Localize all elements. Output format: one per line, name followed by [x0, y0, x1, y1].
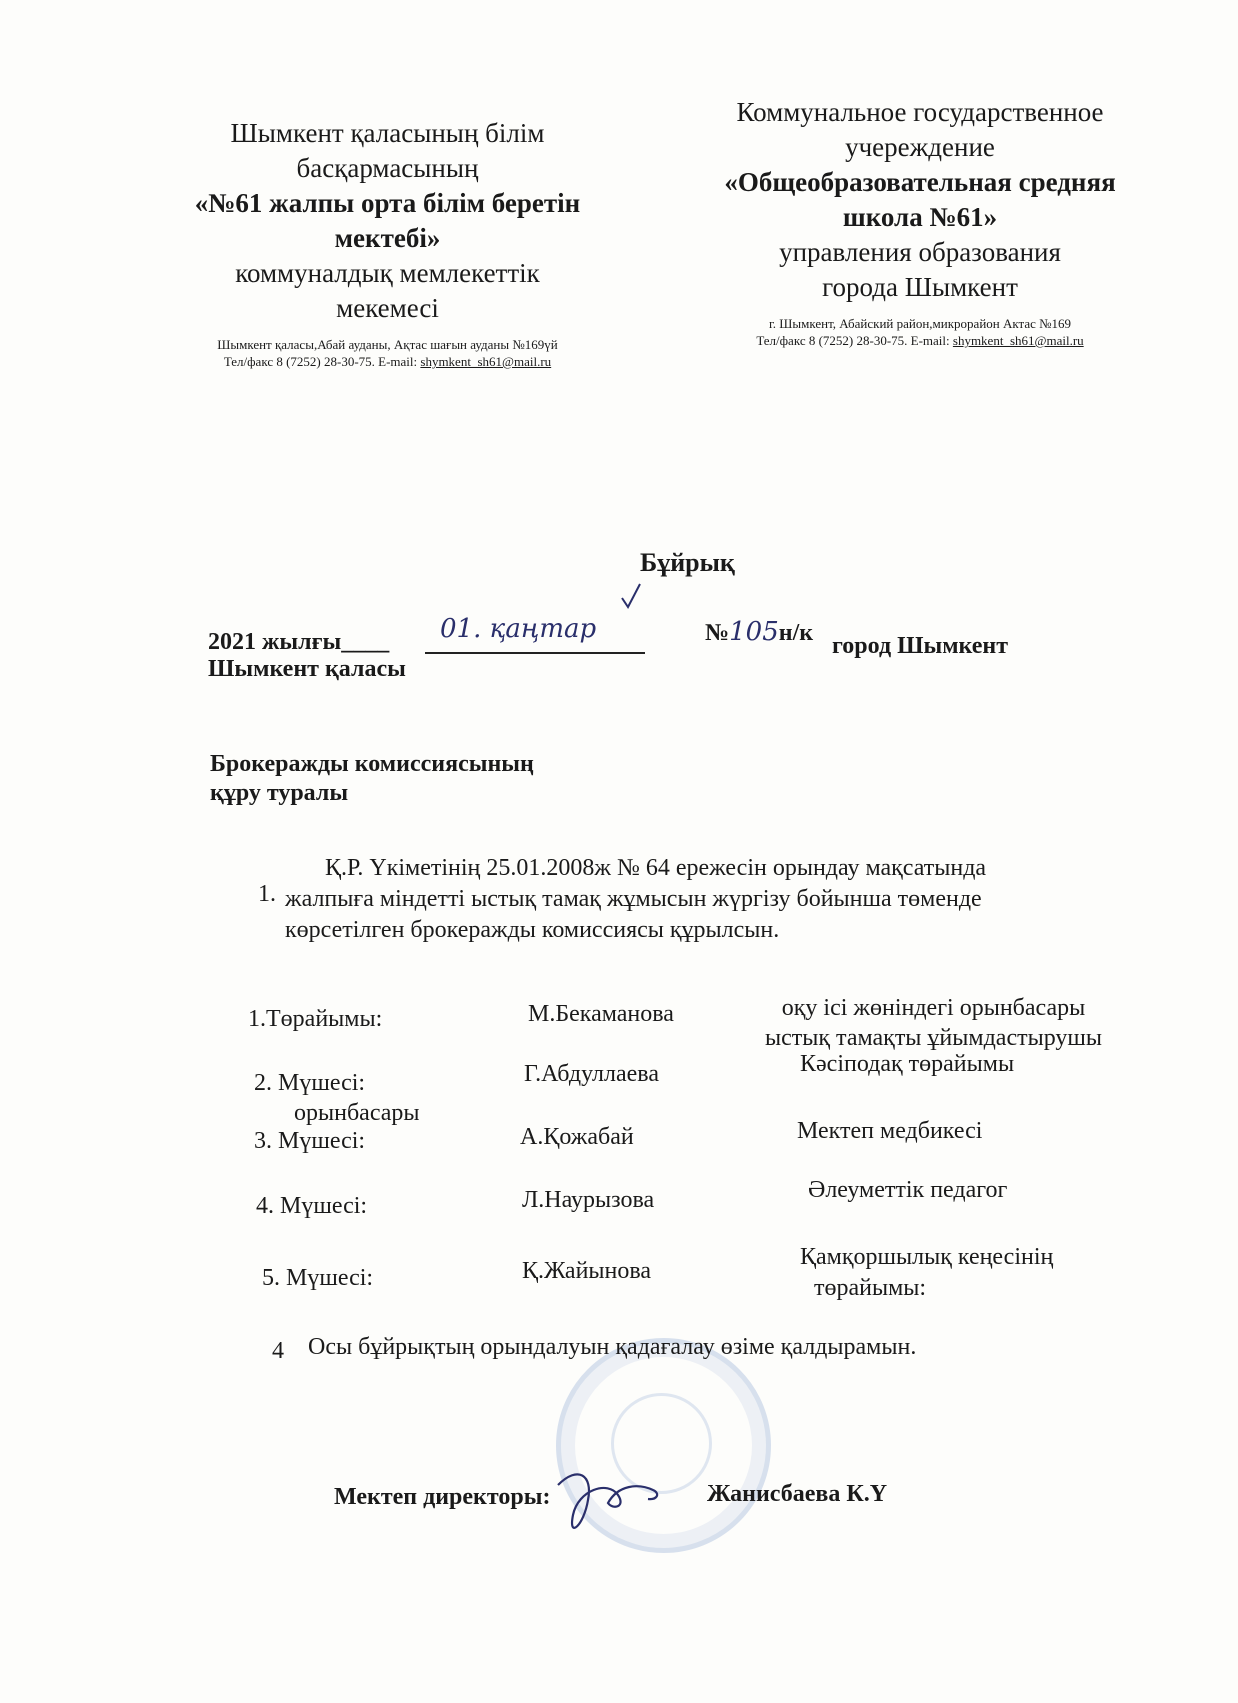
date-handwritten: 01. қаңтар — [440, 614, 597, 644]
member-2-role — [254, 1068, 420, 1128]
paragraph-1-number: 1. — [258, 881, 276, 907]
member-4-name: Л.Наурызова — [522, 1187, 655, 1213]
header-kz-phone: Тел/факс 8 (7252) 28-30-75. E-mail: — [223, 354, 421, 369]
header-kz-line2: басқармасының — [296, 153, 479, 183]
header-ru-line6: города Шымкент — [822, 272, 1018, 302]
member-2-role-line2: орынбасары — [294, 1100, 420, 1126]
header-ru — [700, 95, 1140, 349]
header-kz-line1: Шымкент қаласының білім — [230, 118, 545, 148]
header-kz-address-line: Шымкент қаласы,Абай ауданы, Ақтас шағын ауданы №169үй — [217, 337, 558, 352]
member-1-role: 1.Төрайымы: — [248, 1006, 383, 1032]
header-kz — [170, 116, 605, 370]
header-ru-school-name-1: «Общеобразовательная средняя — [724, 167, 1116, 197]
header-kz-address — [170, 336, 605, 370]
header-ru-phone: Тел/факс 8 (7252) 28-30-75. E-mail: — [756, 333, 953, 348]
header-kz-line5: коммуналдық мемлекеттік — [235, 258, 540, 288]
paragraph-1-line2: жалпыға міндетті ыстық тамақ жұмысын жүргізу бойынша төменде — [285, 886, 982, 912]
order-number-suffix: н/к — [778, 620, 814, 646]
header-kz-school-name-1: «№61 жалпы орта білім беретін — [194, 188, 581, 218]
doc-type-title: Бұйрық — [640, 548, 735, 577]
member-1-position-line1: оқу ісі жөніндегі орынбасары — [781, 995, 1086, 1021]
header-ru-email: shymkent_sh61@mail.ru — [952, 333, 1084, 348]
member-5-position-line2: төрайымы: — [814, 1275, 927, 1301]
signature-name: Жанисбаева К.Ү — [707, 1481, 888, 1507]
member-5-name: Қ.Жайынова — [522, 1258, 652, 1284]
member-3-role: 3. Мүшесі: — [254, 1128, 366, 1154]
header-kz-line6: мекемесі — [336, 293, 439, 323]
paragraph-1-line1: Қ.Р. Үкіметінің 25.01.2008ж № 64 ережесін орындау мақсатында — [325, 855, 987, 881]
header-ru-line5: управления образования — [779, 237, 1061, 267]
header-ru-contact — [700, 332, 1140, 349]
header-ru-address-line: г. Шымкент, Абайский район,микрорайон Актас №169 — [768, 316, 1072, 331]
member-5-role: 5. Мүшесі: — [262, 1265, 374, 1291]
paragraph-4-number: 4 — [272, 1338, 284, 1364]
paragraph-1-line3: көрсетілген брокеражды комиссиясы құрылсын. — [285, 917, 780, 943]
signature-title: Мектеп директоры: — [334, 1484, 551, 1510]
member-5-position-line1: Қамқоршылық кеңесінің — [800, 1244, 1054, 1270]
header-ru-line1: Коммунальное государственное — [736, 97, 1104, 127]
header-kz-email: shymkent_sh61@mail.ru — [420, 354, 552, 369]
member-2-name: Г.Абдуллаева — [524, 1061, 659, 1087]
order-number — [705, 618, 813, 648]
order-subject-line2: құру туралы — [210, 780, 349, 806]
header-kz-contact — [170, 353, 605, 370]
paragraph-4: Осы бұйрықтың орындалуын қадағалау өзіме қалдырамын. — [308, 1334, 917, 1360]
member-2-role-line1: 2. Мүшесі: — [254, 1070, 366, 1096]
header-kz-school-name-2: мектебі» — [334, 223, 441, 253]
date-year: 2021 жылғы____ — [208, 629, 390, 655]
member-4-position: Әлеуметтік педагог — [808, 1177, 1008, 1203]
member-3-name: А.Қожабай — [520, 1124, 634, 1150]
checkmark-icon — [620, 582, 642, 610]
order-subject-line1: Брокеражды комиссиясының — [210, 751, 534, 777]
signature-scribble — [548, 1455, 668, 1545]
member-1-position — [765, 993, 1102, 1053]
header-ru-line2: учереждение — [845, 132, 995, 162]
member-2-position: Кәсіподақ төрайымы — [800, 1051, 1015, 1077]
date-underline — [425, 652, 645, 654]
header-ru-address — [700, 315, 1140, 349]
member-5-position — [800, 1242, 1053, 1304]
order-subject — [210, 750, 534, 808]
city-ru: город Шымкент — [832, 633, 1009, 659]
member-4-role: 4. Мүшесі: — [256, 1193, 368, 1219]
member-1-name: М.Бекаманова — [528, 1001, 674, 1027]
paragraph-1 — [285, 853, 1145, 946]
order-number-handwritten: 105 — [729, 617, 779, 647]
member-3-position: Мектеп медбикесі — [797, 1118, 983, 1144]
city-kz: Шымкент қаласы — [208, 656, 406, 682]
order-number-prefix: № — [705, 620, 730, 646]
header-ru-school-name-2: школа №61» — [842, 202, 998, 232]
member-1-position-line2: ыстық тамақты ұйымдастырушы — [765, 1025, 1103, 1051]
